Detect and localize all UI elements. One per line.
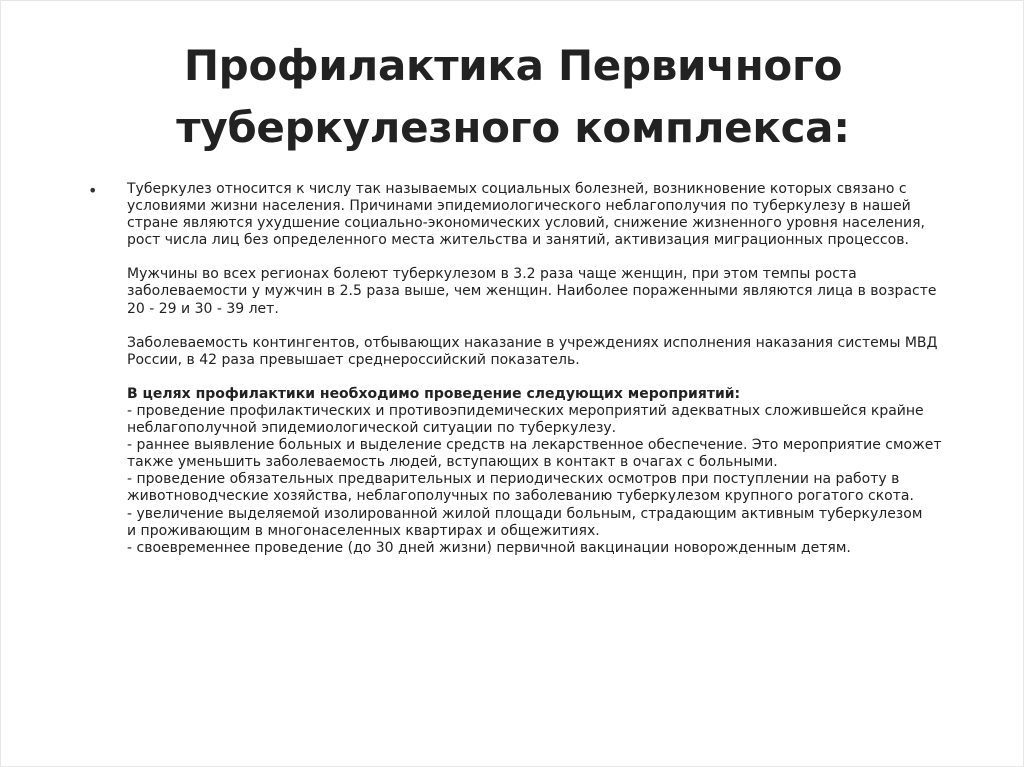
text-line: 20 - 29 и 30 - 39 лет. — [127, 300, 279, 317]
text-line: заболеваемости у мужчин в 2.5 раза выше, чем женщин. Наиболее пораженными являются лица в возрасте — [127, 283, 937, 300]
measure-line: и проживающим в многонаселенных квартирах и общежитиях. — [127, 522, 600, 539]
paragraph-gap — [127, 249, 973, 266]
slide-title — [81, 35, 945, 159]
paragraph-prevention-measures — [127, 386, 973, 557]
text-line: стране являются ухудшение социально-экономических условий, снижение жизненного уровня населения, — [127, 215, 925, 232]
bullet-point: • — [88, 181, 98, 200]
measure-line: - проведение профилактических и противоэпидемических мероприятий адекватных сложившейся крайне — [127, 402, 924, 419]
paragraph-social-disease — [127, 181, 973, 249]
slide-title-line-1: Профилактика Первичного — [183, 41, 843, 90]
paragraph-gap — [127, 318, 973, 335]
text-line: России, в 42 раза превышает среднероссийский показатель. — [127, 351, 580, 368]
measure-line: - проведение обязательных предварительных и периодических осмотров при поступлении на работу в — [127, 471, 900, 488]
text-line: Туберкулез относится к числу так называемых социальных болезней, возникновение которых связано с — [127, 181, 907, 197]
slide-title-line-2: туберкулезного комплекса: — [176, 103, 850, 152]
text-line: рост числа лиц без определенного места жительства и занятий, активизация миграционных процессов. — [127, 232, 909, 249]
text-line: Мужчины во всех регионах болеют туберкулезом в 3.2 раза чаще женщин, при этом темпы роста — [127, 266, 857, 283]
measure-line: также уменьшить заболеваемость людей, вступающих в контакт в очагах с больными. — [127, 454, 778, 471]
text-line: условиями жизни населения. Причинами эпидемиологического неблагополучия по туберкулезу в нашей — [127, 198, 911, 215]
paragraph-men-incidence — [127, 266, 973, 317]
measures-heading: В целях профилактики необходимо проведение следующих мероприятий: — [127, 385, 741, 402]
slide-body — [127, 181, 973, 557]
measure-line: животноводческие хозяйства, неблагополучных по заболеванию туберкулезом крупного рогатого скота. — [127, 488, 914, 505]
paragraph-gap — [127, 369, 973, 386]
measure-line: - своевременнее проведение (до 30 дней жизни) первичной вакцинации новорожденным детям. — [127, 539, 851, 556]
measure-line: - увеличение выделяемой изолированной жилой площади больным, страдающим активным туберкулезом — [127, 505, 923, 522]
measure-line: неблагополучной эпидемиологической ситуации по туберкулезу. — [127, 420, 617, 437]
measure-line: - раннее выявление больных и выделение средств на лекарственное обеспечение. Это мероприятие сможет — [127, 437, 942, 454]
paragraph-prison-incidence — [127, 335, 973, 369]
text-line: Заболеваемость контингентов, отбывающих наказание в учреждениях исполнения наказания системы МВД — [127, 334, 938, 351]
